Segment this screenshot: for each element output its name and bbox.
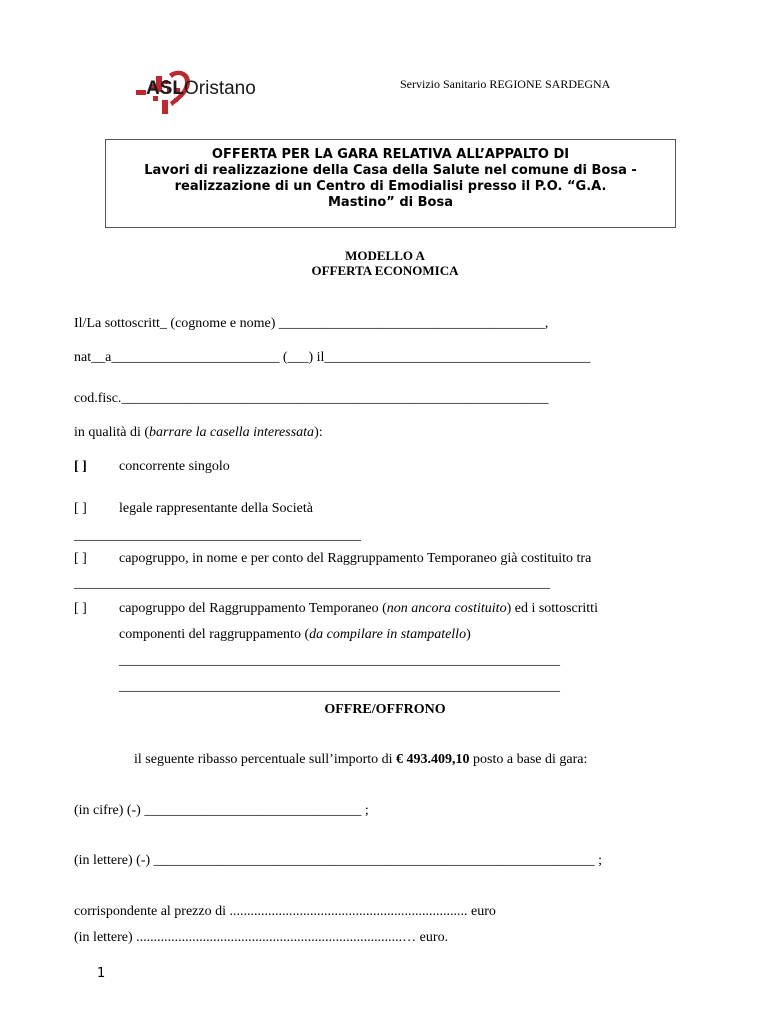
- title-line-4: Mastino” di Bosa: [327, 195, 453, 210]
- group-members-field[interactable]: ____________________________________________________________________: [74, 576, 550, 591]
- group-components-field-1[interactable]: _______________________________________________________________: [119, 653, 560, 668]
- option-group-leader-checkbox[interactable]: [ ]: [74, 551, 87, 566]
- model-heading: MODELLO A: [345, 248, 425, 263]
- title-line-2: Lavori di realizzazione della Casa della Salute nel comune di Bosa -: [144, 163, 637, 178]
- logo-wordmark: ASLOristano: [146, 78, 256, 99]
- option-single-checkbox[interactable]: [ ]: [74, 459, 87, 474]
- option-legal-rep-checkbox[interactable]: [ ]: [74, 501, 87, 516]
- offer-heading: OFFRE/OFFRONO: [324, 702, 446, 717]
- tax-code-field[interactable]: cod.fisc._____________________________________________________________: [74, 391, 549, 406]
- option-single-label: concorrente singolo: [119, 459, 230, 474]
- option-group-pending-note: componenti del raggruppamento (da compilare in stampatello): [119, 627, 471, 642]
- title-line-3: realizzazione di un Centro di Emodialisi presso il P.O. “G.A.: [174, 179, 607, 194]
- title-line-1: OFFERTA PER LA GARA RELATIVA ALL’APPALTO DI: [211, 147, 570, 162]
- price-field[interactable]: corrispondente al prezzo di .................................................................... euro: [74, 904, 496, 919]
- price-words-field[interactable]: (in lettere) ............................................................................… euro.: [74, 930, 449, 945]
- tender-title-box: [105, 139, 676, 228]
- discount-digits-field[interactable]: (in cifre) (-) _______________________________ ;: [74, 803, 369, 818]
- option-legal-rep-label: legale rappresentante della Società: [119, 501, 313, 516]
- page-number: 1: [97, 966, 106, 981]
- group-components-field-2[interactable]: _______________________________________________________________: [119, 679, 560, 694]
- signatory-field[interactable]: Il/La sottoscritt_ (cognome e nome) ______________________________________,: [74, 316, 549, 331]
- header-service-label: Servizio Sanitario REGIONE SARDEGNA: [400, 77, 611, 91]
- model-subheading: OFFERTA ECONOMICA: [311, 263, 459, 278]
- option-group-pending-label: capogruppo del Raggruppamento Temporaneo (non ancora costituito) ed i sottoscritti: [119, 601, 598, 616]
- birth-field[interactable]: nat__a________________________ (___) il______________________________________: [74, 350, 591, 365]
- discount-words-field[interactable]: (in lettere) (-) _______________________________________________________________ ;: [74, 853, 603, 868]
- offer-intro: il seguente ribasso percentuale sull’importo di € 493.409,10 posto a base di gara:: [134, 752, 588, 767]
- company-name-field[interactable]: _________________________________________: [74, 528, 361, 543]
- capacity-instruction: in qualità di (barrare la casella interessata):: [74, 425, 323, 440]
- option-group-leader-label: capogruppo, in nome e per conto del Raggruppamento Temporaneo già costituito tra: [119, 551, 592, 566]
- option-group-pending-checkbox[interactable]: [ ]: [74, 601, 87, 616]
